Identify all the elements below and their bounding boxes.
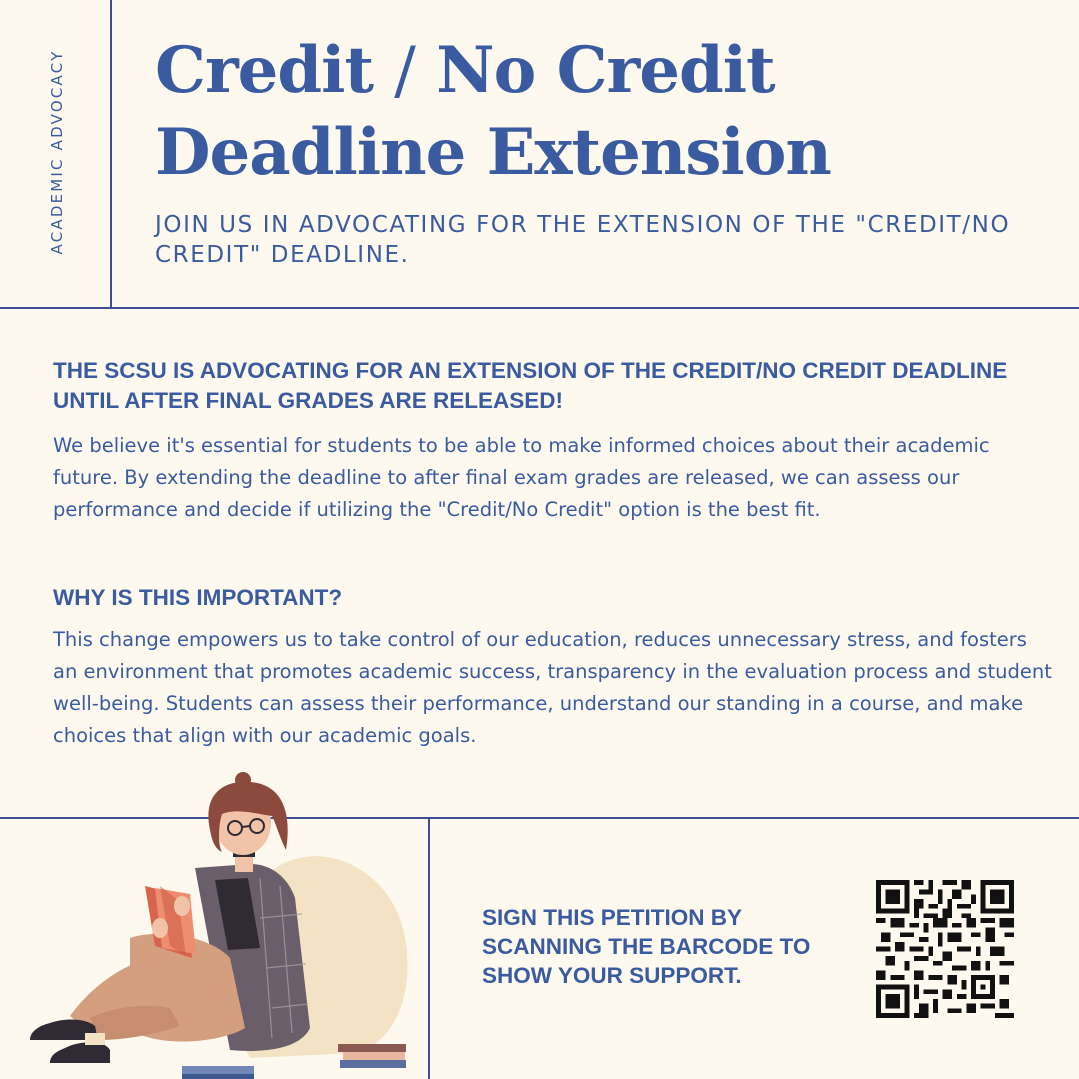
petition-qr-code[interactable]: [876, 880, 1014, 1018]
subtitle: JOIN US IN ADVOCATING FOR THE EXTENSION OF THE "CREDIT/NO CREDIT" DEADLINE.: [155, 212, 1011, 268]
section1-body: We believe it's essential for students to be able to make informed choices about their academic future. By extending the deadline to after final exam grades are released, we can assess our performance and decide if utilizing the "Credit/No Credit" option is the best fit.: [53, 434, 990, 521]
section2-body: This change empowers us to take control of our education, reduces unnecessary stress, and fosters an environment that promotes academic success, transparency in the evaluation process and student well-being. Students can assess their performance, understand our standing in a course, and make choices that align with our academic goals.: [53, 628, 1052, 747]
title-deadline-extension: Deadline Extension: [155, 115, 831, 190]
title-no-credit: No Credit: [436, 33, 775, 108]
page-title: [155, 30, 1055, 194]
header-divider-vertical: [110, 0, 112, 308]
section1-heading: THE SCSU IS ADVOCATING FOR AN EXTENSION OF THE CREDIT/NO CREDIT DEADLINE UNTIL AFTER FINAL GRADES ARE RELEASED!: [53, 358, 1008, 413]
title-credit: Credit: [155, 33, 373, 108]
title-slash: /: [394, 34, 415, 108]
petition-cta: SIGN THIS PETITION BY SCANNING THE BARCODE TO SHOW YOUR SUPPORT.: [482, 905, 811, 988]
side-label: ACADEMIC ADVOCACY: [48, 49, 66, 255]
student-reading-illustration: [10, 768, 430, 1079]
header-divider-horizontal: [0, 307, 1079, 309]
section2-heading: WHY IS THIS IMPORTANT?: [53, 585, 343, 610]
